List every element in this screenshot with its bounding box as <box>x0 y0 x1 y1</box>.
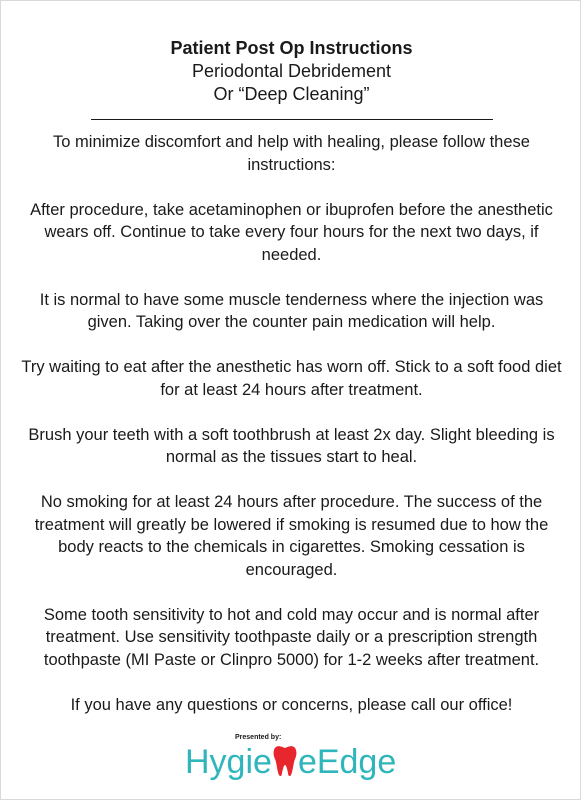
logo-word-end: eEdge <box>297 743 397 781</box>
eating-paragraph: Try waiting to eat after the anesthetic has worn off. Stick to a soft food diet for at least 24 hours after treatment. <box>21 358 562 399</box>
intro-paragraph: To minimize discomfort and help with healing, please follow these instructions: <box>53 133 530 174</box>
muscle-tenderness-paragraph: It is normal to have some muscle tenderness where the injection was given. Taking over the counter pain medication will help. <box>39 290 544 331</box>
pain-medication-paragraph: After procedure, take acetaminophen or ibuprofen before the anesthetic wears off. Continue to take every four hours for the next two days, if needed. <box>30 200 553 264</box>
header-divider <box>91 119 493 120</box>
brushing-paragraph: Brush your teeth with a soft toothbrush at least 2x day. Slight bleeding is normal as the tissues start to heal. <box>28 425 555 466</box>
sensitivity-paragraph: Some tooth sensitivity to hot and cold may occur and is normal after treatment. Use sensitivity toothpaste daily or a prescription strength toothpaste (MI Paste or Clinpro 5000) for 1-2 weeks after treatment. <box>43 605 540 669</box>
subtitle-line-1: Periodontal Debridement <box>191 61 392 81</box>
instructions-body <box>19 131 564 739</box>
presented-by-label: Presented by: <box>235 734 282 741</box>
header <box>1 37 581 106</box>
logo-wordmark <box>185 742 396 782</box>
logo-word-start: Hygie <box>185 743 272 781</box>
tooth-icon <box>272 743 298 777</box>
contact-paragraph: If you have any questions or concerns, please call our office! <box>70 695 513 714</box>
page-title: Patient Post Op Instructions <box>170 38 413 58</box>
subtitle-line-2: Or “Deep Cleaning” <box>213 84 370 104</box>
smoking-paragraph: No smoking for at least 24 hours after procedure. The success of the treatment will greatly be lowered if smoking is resumed due to how the body reacts to the chemicals in cigarettes. Smoking cessation is encouraged. <box>34 493 549 579</box>
